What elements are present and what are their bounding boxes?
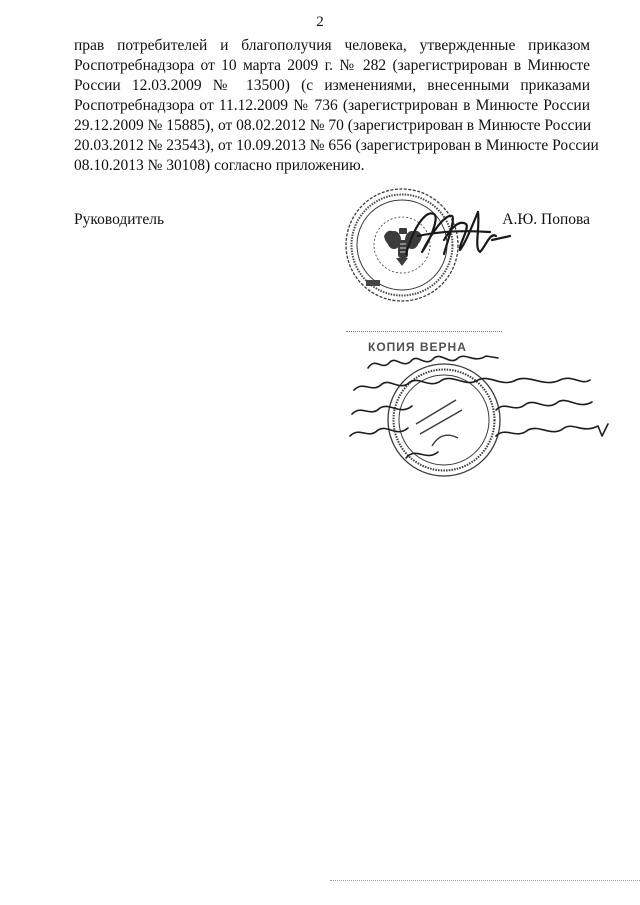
- signer-title: Руководитель: [74, 211, 165, 228]
- body-line: 29.12.2009 № 15885), от 08.02.2012 № 70 (зарегистрирован в Минюсте России: [74, 117, 592, 134]
- body-line: Роспотребнадзора от 11.12.2009 № 736 (зарегистрирован в Минюсте России: [74, 97, 590, 114]
- body-line: прав потребителей и благополучия человека, утвержденные приказом: [74, 37, 590, 54]
- body-line: 20.03.2012 № 23543), от 10.09.2013 № 656 (зарегистрирован в Минюсте России: [74, 137, 599, 154]
- body-line: 08.10.2013 № 30108) согласно приложению.: [74, 157, 365, 174]
- body-text: [74, 36, 599, 176]
- handwritten-signature: [400, 196, 512, 268]
- copy-seal-and-handwriting: [346, 328, 612, 478]
- copy-certification: [346, 328, 612, 478]
- signer-name: А.Ю. Попова: [502, 211, 590, 228]
- copy-stamp-label: КОПИЯ ВЕРНА: [368, 340, 467, 354]
- body-line: Роспотребнадзора от 10 марта 2009 г. № 282 (зарегистрирован в Минюсте: [74, 57, 590, 74]
- page-number: 2: [316, 14, 324, 30]
- body-line: России 12.03.2009 № 13500) (с изменениями, внесенными приказами: [74, 77, 590, 94]
- scan-edge-line: [330, 880, 640, 881]
